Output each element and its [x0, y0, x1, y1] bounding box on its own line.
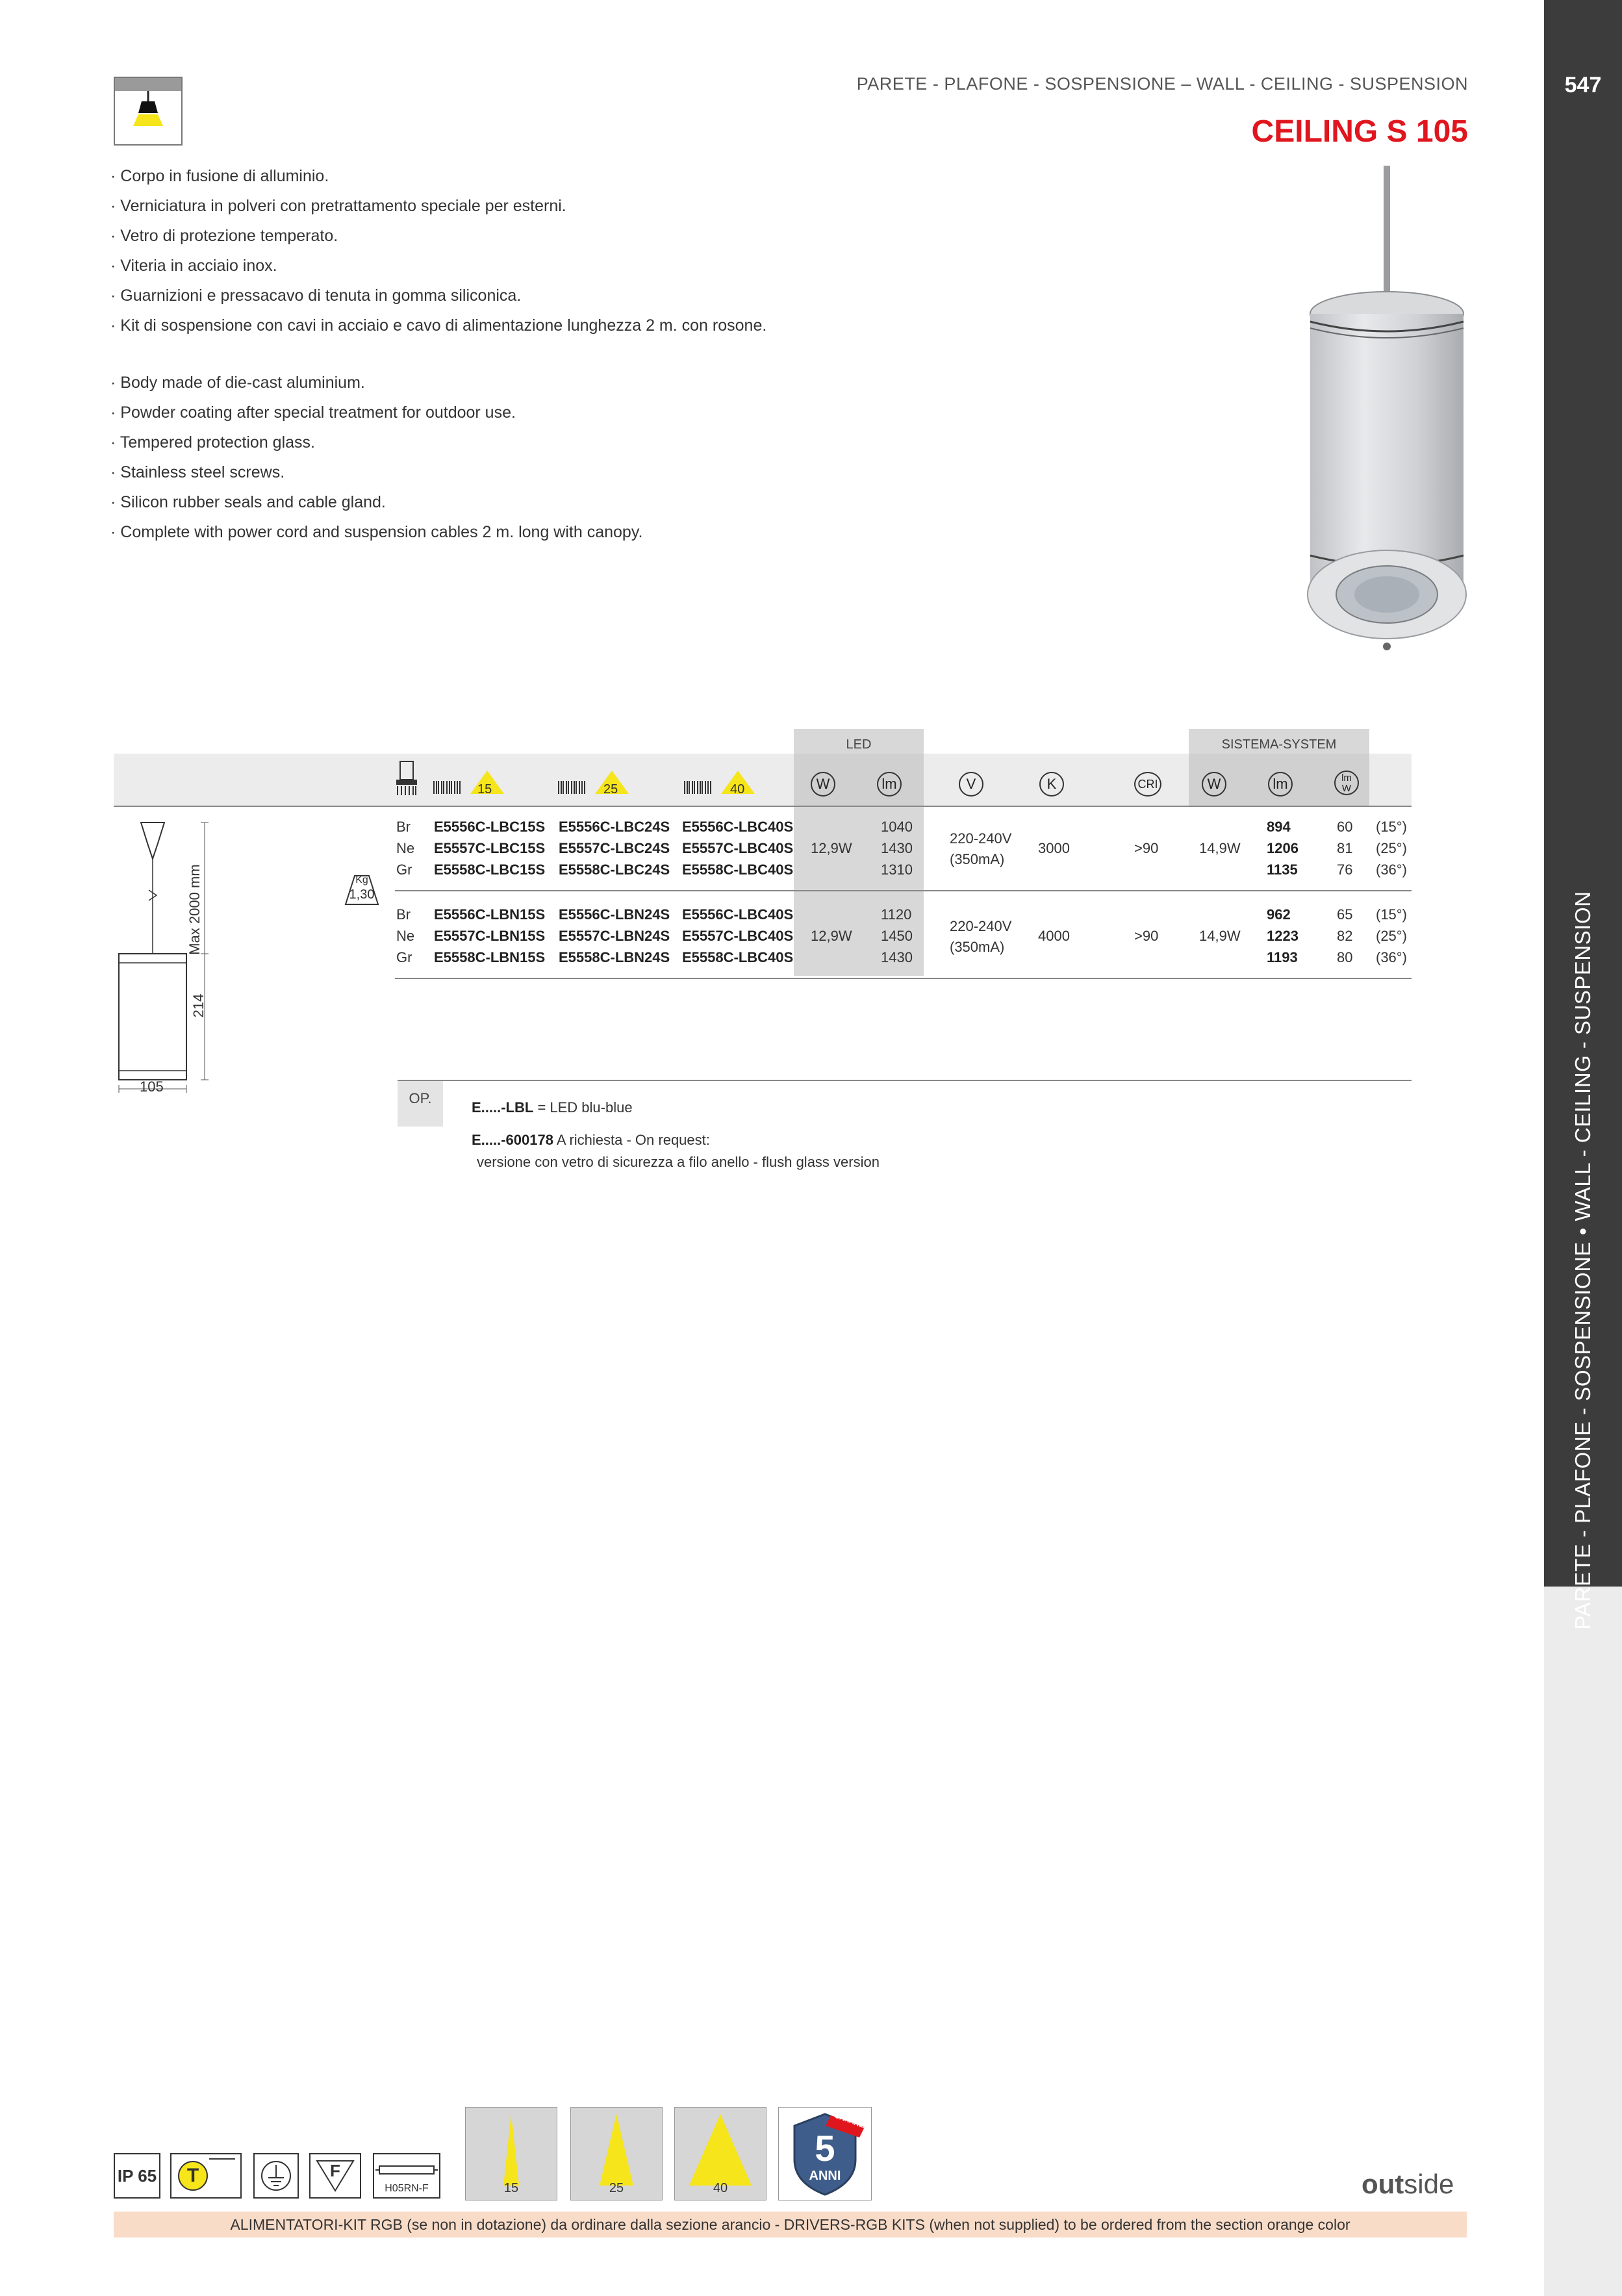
barcode-icon: [433, 780, 461, 795]
warranty-badge: [778, 2107, 872, 2200]
option-description: versione con vetro di sicurezza a filo anello - flush glass version: [477, 1154, 880, 1170]
brand-logo: [1362, 2169, 1454, 2200]
efficacy-value: 81: [1337, 840, 1353, 856]
cable-type: H05RN-F: [385, 2183, 429, 2194]
led-watt: 12,9W: [811, 928, 852, 944]
product-code: E5557C-LBN24S: [559, 928, 670, 944]
color-code: Gr: [396, 861, 412, 878]
table-divider: [114, 806, 1412, 807]
kelvin-value: 3000: [1038, 840, 1070, 856]
voltage-value: 220-240V: [950, 830, 1012, 847]
product-code: E5558C-LBC40S: [682, 861, 794, 878]
feature-item: · Tempered protection glass.: [110, 433, 315, 452]
kelvin-value: 4000: [1038, 928, 1070, 944]
efficacy-value: 80: [1337, 949, 1353, 965]
feature-item: · Powder coating after special treatment for outdoor use.: [110, 403, 516, 422]
dimension-drawing: [114, 812, 244, 1093]
beam-40-label: 40: [730, 782, 745, 797]
cri-value: >90: [1134, 840, 1159, 856]
feature-item: · Corpo in fusione di alluminio.: [110, 167, 329, 185]
led-lumen: 1450: [881, 928, 913, 944]
feature-item: · Guarnizioni e pressacavo di tenuta in gomma siliconica.: [110, 287, 522, 305]
system-lumen: 1223: [1267, 928, 1299, 944]
beam-40-preview-label: 40: [713, 2181, 728, 2195]
dimension-diameter: 105: [140, 1078, 164, 1095]
system-watt: 14,9W: [1199, 928, 1241, 944]
product-code: E5557C-LBC40S: [682, 928, 794, 944]
barcode-icon: [683, 780, 712, 795]
led-lumen: 1120: [881, 906, 912, 923]
product-code: E5558C-LBC40S: [682, 949, 794, 965]
product-code: E5557C-LBC15S: [434, 840, 546, 856]
product-code: E5556C-LBC40S: [682, 906, 794, 923]
feature-item: · Vetro di protezione temperato.: [110, 227, 338, 245]
brand-logo-bold: out: [1362, 2169, 1404, 2199]
cri-value: >90: [1134, 928, 1159, 944]
beam-40-preview: [674, 2107, 767, 2200]
product-code: E5558C-LBN24S: [559, 949, 670, 965]
feature-item: · Body made of die-cast aluminium.: [110, 374, 365, 392]
color-code: Gr: [396, 949, 412, 965]
led-lumen: 1430: [881, 840, 913, 856]
product-code: E5558C-LBC15S: [434, 861, 546, 878]
product-code: E5558C-LBC24S: [559, 861, 670, 878]
row-divider: [395, 978, 1412, 979]
features-italian: [110, 161, 767, 340]
option-code: E.....-600178: [472, 1132, 553, 1148]
warranty-years: 5: [815, 2128, 835, 2169]
system-lumen: 962: [1267, 906, 1291, 923]
dimension-max-length: Max 2000 mm: [186, 864, 203, 955]
option-on-request: [472, 1132, 710, 1149]
kelvin-symbol: K: [1039, 772, 1064, 797]
efficacy-symbol: [1334, 771, 1359, 795]
option-code: E.....-LBL: [472, 1099, 534, 1116]
led-lumen: 1040: [881, 819, 913, 835]
feature-item: · Silicon rubber seals and cable gland.: [110, 493, 386, 511]
system-lumen: 894: [1267, 819, 1291, 835]
color-finish-icon: [394, 760, 420, 797]
sidebar-section-label: PARETE - PLAFONE - SOSPENSIONE • WALL - CEILING - SUSPENSION: [1571, 891, 1595, 1630]
system-lumen: 1193: [1267, 949, 1298, 965]
color-code: Ne: [396, 928, 415, 944]
efficacy-value: 76: [1337, 861, 1353, 878]
beam-25-preview-label: 25: [609, 2181, 624, 2195]
system-group-label: SISTEMA-SYSTEM: [1221, 737, 1337, 752]
efficacy-value: 60: [1337, 819, 1353, 835]
efficacy-symbol-bottom: W: [1341, 783, 1352, 794]
option-text: A richiesta - On request:: [553, 1132, 710, 1148]
cri-symbol: CRI: [1134, 772, 1161, 797]
system-lumen-symbol: lm: [1268, 772, 1293, 797]
f-mark-icon: [309, 2153, 361, 2199]
options-label: OP.: [398, 1081, 443, 1127]
product-code: E5558C-LBN15S: [434, 949, 546, 965]
page-number: 547: [1564, 73, 1602, 97]
color-code: Ne: [396, 840, 415, 856]
temperature-symbol: T: [178, 2161, 208, 2191]
category-header: PARETE - PLAFONE - SOSPENSIONE – WALL - CEILING - SUSPENSION: [856, 74, 1468, 94]
led-lumen: 1310: [881, 861, 913, 878]
current-value: (350mA): [950, 851, 1005, 867]
cable-icon: [373, 2153, 440, 2199]
feature-item: · Stainless steel screws.: [110, 463, 285, 481]
weight-icon: [343, 873, 381, 907]
beam-angle: (25°): [1376, 840, 1407, 856]
led-watt: 12,9W: [811, 840, 852, 856]
product-code: E5556C-LBN15S: [434, 906, 546, 923]
efficacy-value: 65: [1337, 906, 1353, 923]
product-code: E5557C-LBC24S: [559, 840, 670, 856]
system-watt: 14,9W: [1199, 840, 1241, 856]
beam-25-label: 25: [603, 782, 618, 797]
option-led-blue: [472, 1099, 633, 1116]
feature-item: · Viteria in acciaio inox.: [110, 257, 277, 275]
beam-25-preview: [570, 2107, 663, 2200]
led-group-label: LED: [846, 737, 872, 752]
voltage-value: 220-240V: [950, 918, 1012, 934]
feature-item: · Kit di sospensione con cavi in acciaio e cavo di alimentazione lunghezza 2 m. con rosone.: [110, 316, 767, 335]
beam-angle: (25°): [1376, 928, 1407, 944]
product-photo: [1293, 166, 1481, 659]
feature-item: · Verniciatura in polveri con pretrattamento speciale per esterni.: [110, 197, 566, 215]
product-code: E5556C-LBC15S: [434, 819, 546, 835]
product-code: E5557C-LBN15S: [434, 928, 546, 944]
current-value: (350mA): [950, 939, 1005, 955]
beam-angle: (36°): [1376, 861, 1407, 878]
led-lumen: 1430: [881, 949, 913, 965]
product-title: CEILING S 105: [1251, 114, 1468, 149]
efficacy-value: 82: [1337, 928, 1353, 944]
options-divider: [398, 1080, 1412, 1081]
brand-logo-rest: side: [1404, 2169, 1454, 2199]
color-code: Br: [396, 819, 411, 835]
temperature-icon: [170, 2153, 242, 2199]
feature-item: · Complete with power cord and suspension cables 2 m. long with canopy.: [110, 523, 643, 541]
beam-15-preview: [465, 2107, 557, 2200]
barcode-icon: [557, 780, 586, 795]
system-watt-symbol: W: [1202, 772, 1226, 797]
weight-unit: Kg: [355, 874, 368, 886]
footer-note: ALIMENTATORI-KIT RGB (se non in dotazione) da ordinare dalla sezione arancio - DRIVERS-RGB KITS (when not supplied) to be ordered from the section orange color: [114, 2212, 1467, 2238]
row-divider: [395, 890, 1412, 891]
beam-angle: (15°): [1376, 906, 1407, 923]
beam-angle: (36°): [1376, 949, 1407, 965]
system-lumen: 1206: [1267, 840, 1299, 856]
warranty-ribbon-text: GARANZIA: [833, 2111, 872, 2132]
color-code: Br: [396, 906, 411, 923]
dimension-height: 214: [190, 993, 207, 1018]
weight-value: 1,30: [349, 887, 375, 902]
ip65-badge: IP 65: [114, 2153, 160, 2199]
beam-15-label: 15: [477, 782, 492, 797]
voltage-symbol: V: [959, 772, 983, 797]
led-watt-symbol: W: [811, 772, 835, 797]
beam-15-preview-label: 15: [503, 2181, 519, 2195]
sidebar-light-band: [1544, 1587, 1622, 2296]
f-mark-symbol: F: [330, 2161, 340, 2180]
product-code: E5556C-LBC24S: [559, 819, 670, 835]
ground-icon: [253, 2153, 299, 2199]
product-code: E5557C-LBC40S: [682, 840, 794, 856]
beam-angle: (15°): [1376, 819, 1407, 835]
warranty-label: ANNI: [809, 2169, 841, 2183]
option-text: = LED blu-blue: [533, 1099, 633, 1116]
efficacy-symbol-top: lm: [1341, 772, 1352, 784]
product-code: E5556C-LBC40S: [682, 819, 794, 835]
system-lumen: 1135: [1267, 861, 1298, 878]
features-english: [110, 368, 642, 547]
led-lumen-symbol: lm: [877, 772, 902, 797]
product-code: E5556C-LBN24S: [559, 906, 670, 923]
suspension-mount-icon: [114, 77, 183, 146]
